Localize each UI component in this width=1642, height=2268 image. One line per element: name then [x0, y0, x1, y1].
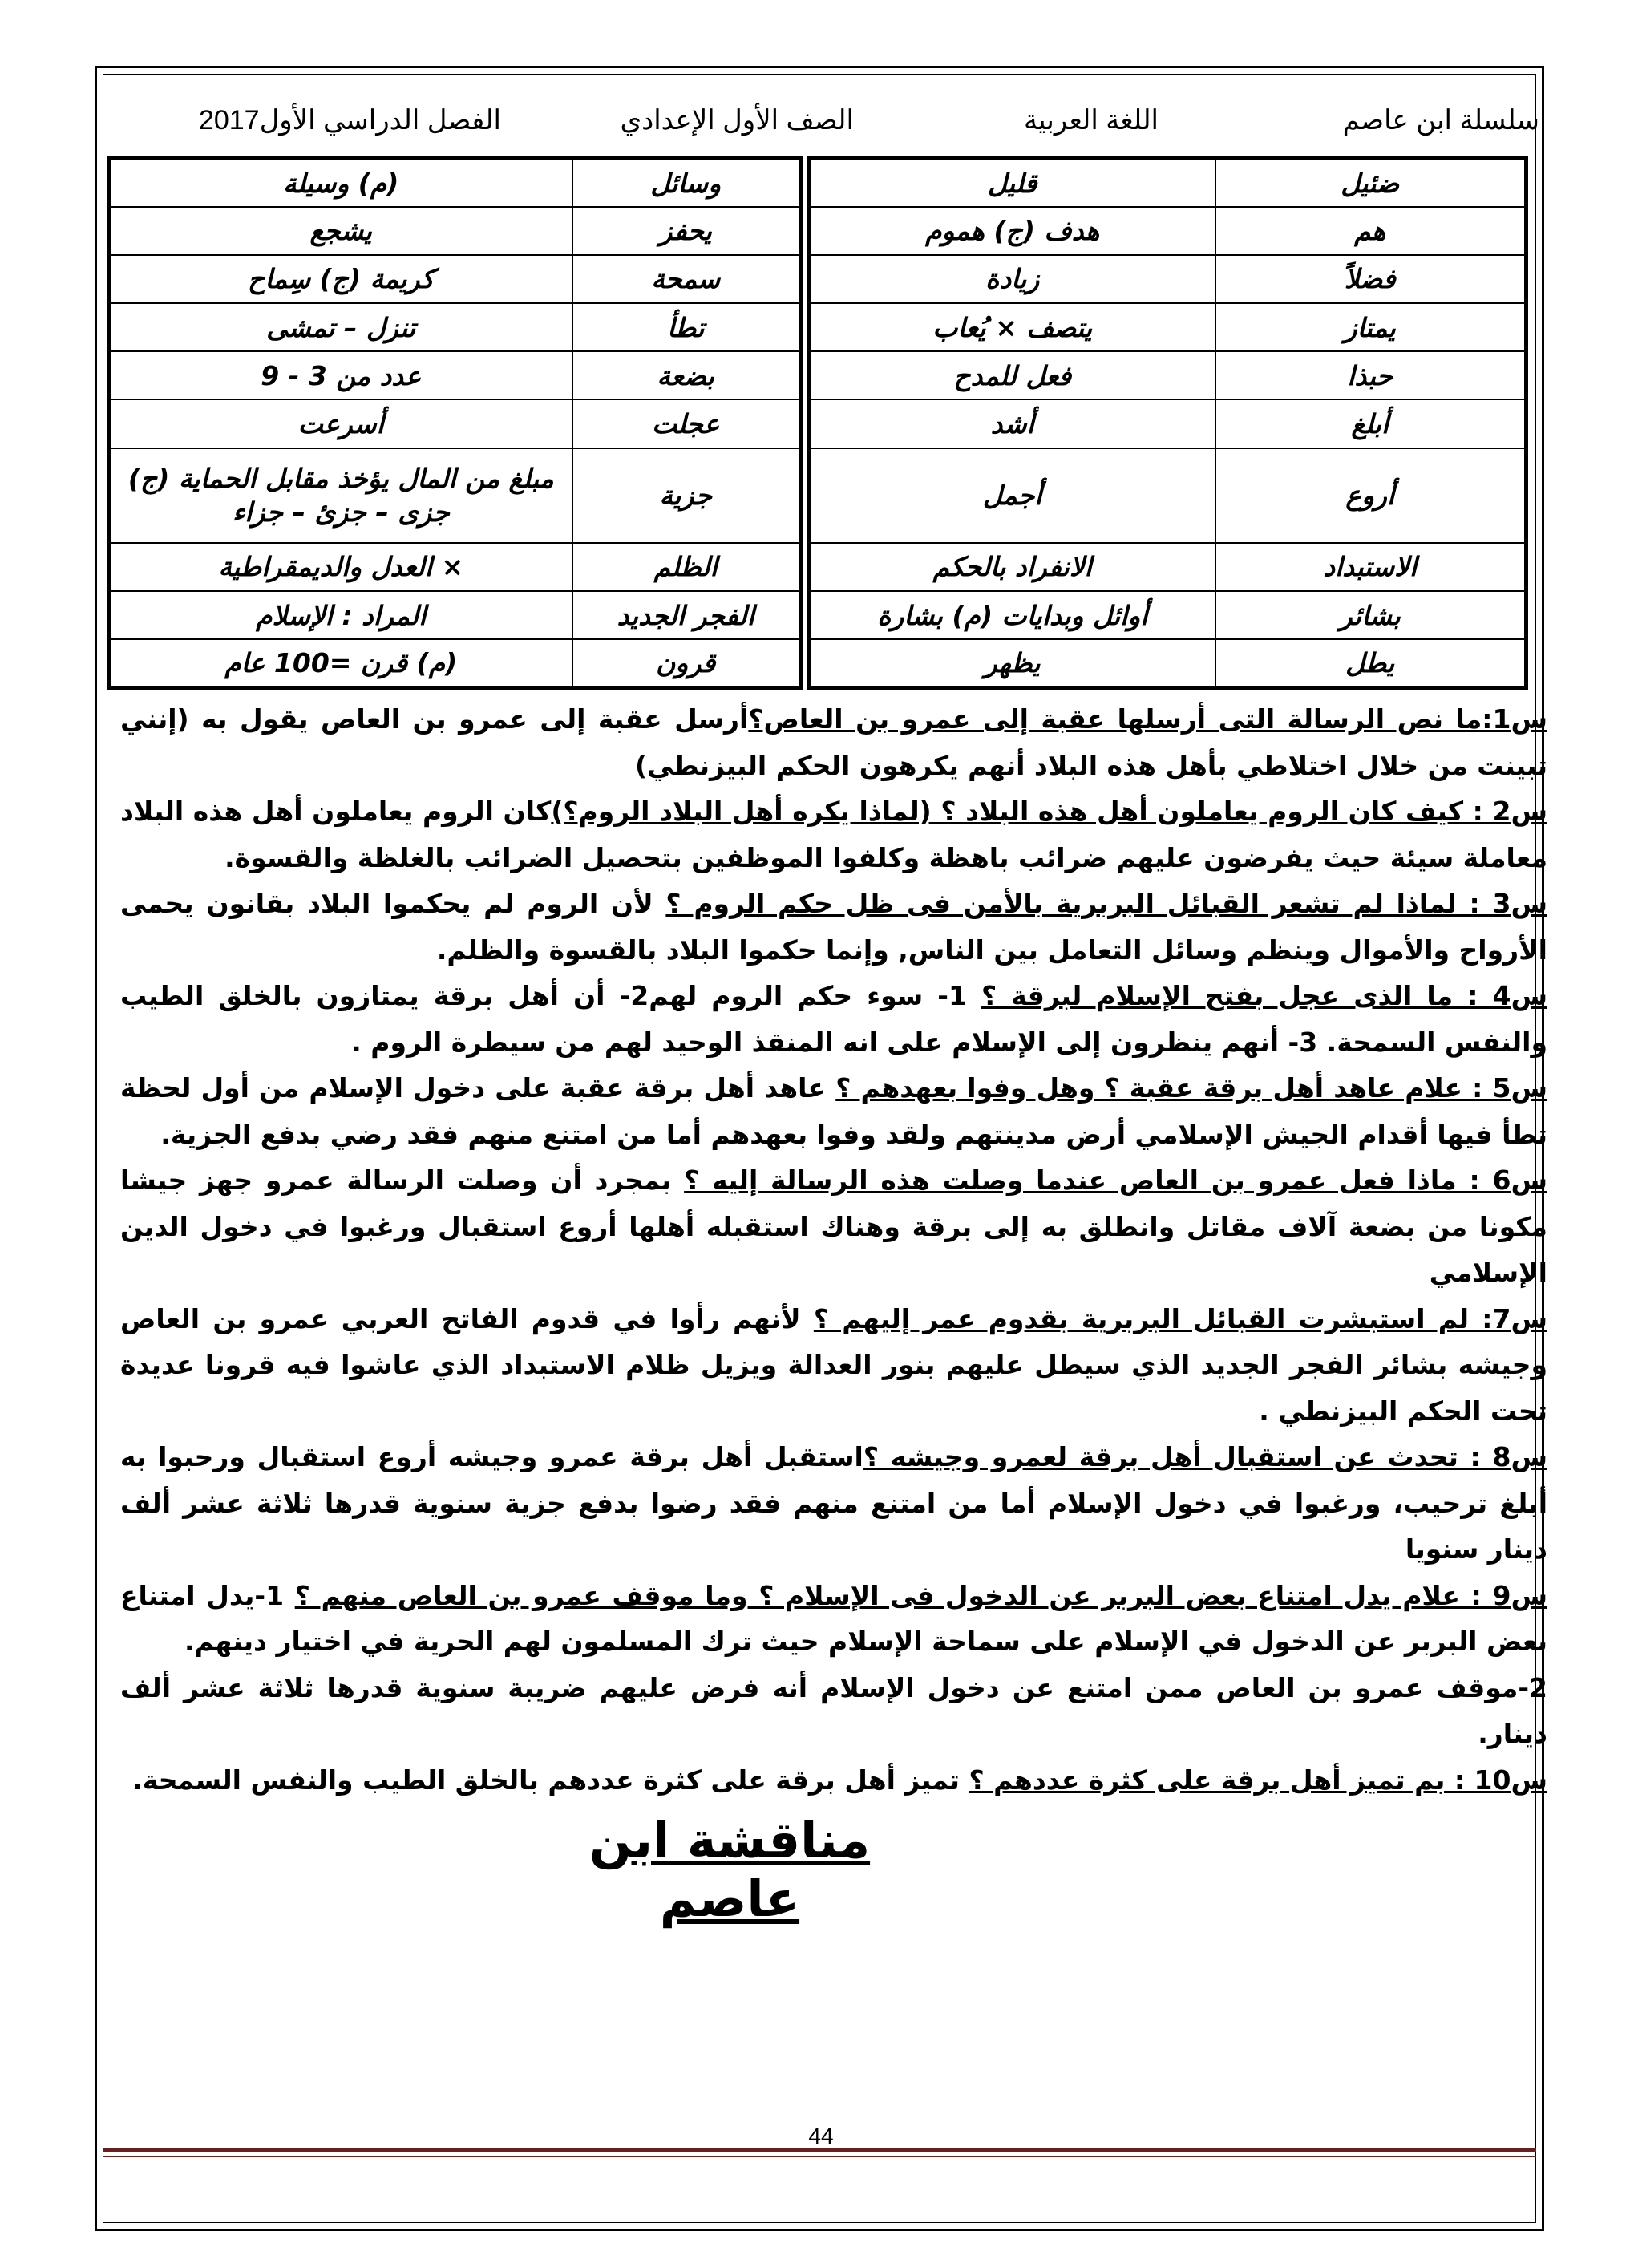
question-text: س1:ما نص الرسالة التى أرسلها عقبة إلى عمرو بن العاص؟: [748, 703, 1547, 735]
question-text: س2 : كيف كان الروم يعاملون أهل هذه البلاد ؟ (لماذا يكره أهل البلاد الروم؟): [551, 796, 1548, 827]
header-subject: اللغة العربية: [1023, 105, 1159, 136]
answer-text: كان الروم يعاملون أهل هذه البلاد معاملة سيئة حيث يفرضون عليهم ضرائب باهظة وكلفوا الموظفين بتحصيل الضرائب بالغلظة والقسوة.: [120, 796, 1547, 873]
question-text: س5 : علام عاهد أهل برقة عقبة ؟ وهل وفوا بعهدهم ؟: [835, 1072, 1548, 1104]
vocab-row: [809, 543, 1527, 591]
question-text: س8 : تحدث عن استقبال أهل برقة لعمرو وجيشه ؟: [863, 1441, 1547, 1472]
vocab-word: تطأ: [572, 303, 801, 351]
vocab-row: [109, 591, 801, 639]
vocab-word: وسائل: [572, 159, 801, 207]
vocab-word: هم: [1215, 207, 1527, 255]
answer-text: 1- سوء حكم الروم لهم2- أن أهل برقة يمتازون بالخلق الطيب والنفس السمحة. 3- أنهم ينظرون إلى الإسلام على انه المنقذ الوحيد لهم من سيطرة الروم .: [120, 980, 1547, 1058]
header-grade: الصف الأول الإعدادي: [620, 105, 854, 136]
vocab-row: [809, 639, 1527, 687]
vocab-word: بضعة: [572, 351, 801, 399]
vocab-word: الظلم: [572, 543, 801, 591]
vocab-row: [809, 591, 1527, 639]
qa-item-5: [120, 1065, 1547, 1157]
vocab-row: [109, 159, 801, 207]
vocab-word: ضئيل: [1215, 159, 1527, 207]
question-text: س9 : علام يدل امتناع بعض البربر عن الدخول فى الإسلام ؟ وما موقف عمرو بن العاص منهم ؟: [294, 1579, 1548, 1611]
question-text: س10 : بم تميز أهل برقة على كثرة عددهم ؟: [969, 1764, 1547, 1796]
vocab-row: [109, 399, 801, 448]
qa-item-10: [120, 1757, 1547, 1804]
vocabulary-tables: [111, 156, 1528, 690]
vocab-meaning: يظهر: [809, 639, 1215, 687]
vocab-word: سمحة: [572, 255, 801, 303]
vocab-meaning: يشجع: [109, 207, 572, 255]
vocab-word: أبلغ: [1215, 399, 1527, 448]
vocab-row: [109, 543, 801, 591]
vocab-row: [109, 448, 801, 543]
vocab-row: [109, 207, 801, 255]
vocab-meaning: أسرعت: [109, 399, 572, 448]
answer-text: 1-يدل امتناع بعض البربر عن الدخول في الإسلام على سماحة الإسلام حيث ترك المسلمون لهم الحرية في اختيار دينهم.: [120, 1579, 1547, 1657]
vocab-row: [809, 207, 1527, 255]
vocab-meaning: أوائل وبدايات (م) بشارة: [809, 591, 1215, 639]
vocab-meaning: (م) وسيلة: [109, 159, 572, 207]
vocab-word: يحفز: [572, 207, 801, 255]
vocab-row: [809, 303, 1527, 351]
vocab-word: بشائر: [1215, 591, 1527, 639]
vocab-word: فضلاً: [1215, 255, 1527, 303]
vocab-meaning: هدف (ج) هموم: [809, 207, 1215, 255]
qa-item-2: [120, 788, 1547, 881]
qa-item-3: [120, 881, 1547, 973]
vocab-meaning: تنزل – تمشى: [109, 303, 572, 351]
qa-item-8: [120, 1434, 1547, 1573]
vocab-meaning: أشد: [809, 399, 1215, 448]
qa-item-6: [120, 1157, 1547, 1296]
question-text: س3 : لماذا لم تشعر القبائل البربرية بالأمن فى ظل حكم الروم ؟: [665, 888, 1547, 919]
qa-item-7: [120, 1296, 1547, 1435]
vocab-row: [809, 399, 1527, 448]
vocab-word: يطل: [1215, 639, 1527, 687]
vocab-word: يمتاز: [1215, 303, 1527, 351]
answer-text: عاهد أهل برقة عقبة على دخول الإسلام من أول لحظة تطأ فيها أقدام الجيش الإسلامي أرض مدينتهم ولقد وفوا بعهدهم أما من امتنع منهم فقد رضي بدفع الجزية.: [120, 1072, 1547, 1150]
answer-text: بمجرد أن وصلت الرسالة عمرو جهز جيشا مكونا من بضعة آلاف مقاتل وانطلق به إلى برقة وهناك استقبله أهلها أروع استقبال ورغبوا في دخول الدين الإسلامي: [120, 1164, 1547, 1288]
vocab-word: جزية: [572, 448, 801, 543]
vocab-meaning: قليل: [809, 159, 1215, 207]
vocab-meaning: × العدل والديمقراطية: [109, 543, 572, 591]
vocab-table-left: [107, 156, 803, 690]
question-text: س6 : ماذا فعل عمرو بن العاص عندما وصلت هذه الرسالة إليه ؟: [684, 1164, 1547, 1196]
vocab-row: [809, 351, 1527, 399]
vocab-row: [109, 255, 801, 303]
vocab-meaning: كريمة (ج) سِماح: [109, 255, 572, 303]
qa-item-4: [120, 973, 1547, 1065]
vocab-meaning: زيادة: [809, 255, 1215, 303]
vocab-meaning: مبلغ من المال يؤخذ مقابل الحماية (ج) جزى – جزئ – جزاء: [109, 448, 572, 543]
qa-item-1: [120, 696, 1547, 788]
vocab-meaning: أجمل: [809, 448, 1215, 543]
vocab-meaning: عدد من 3 - 9: [109, 351, 572, 399]
qa-item-9-part-2: [120, 1665, 1547, 1757]
closing-title: مناقشة ابن عاصم: [588, 1811, 871, 1928]
questions-and-answers: [120, 696, 1547, 1803]
vocab-row: [809, 159, 1527, 207]
vocab-word: حبذا: [1215, 351, 1527, 399]
vocab-meaning: الانفراد بالحكم: [809, 543, 1215, 591]
answer-text: استقبل أهل برقة عمرو وجيشه أروع استقبال ورحبوا به أبلغ ترحيب، ورغبوا في دخول الإسلام أما من امتنع منهم فقد رضوا بدفع جزية سنوية قدرها ثلاثة عشر ألف دينار سنويا: [120, 1441, 1547, 1565]
vocab-row: [809, 255, 1527, 303]
vocab-row: [109, 351, 801, 399]
vocab-meaning: (م) قرن =100 عام: [109, 639, 572, 687]
header-series: سلسلة ابن عاصم: [1342, 105, 1539, 136]
vocab-word: الاستبداد: [1215, 543, 1527, 591]
page-number: 44: [808, 2124, 834, 2149]
question-text: س4 : ما الذى عجل بفتح الإسلام لبرقة ؟: [981, 980, 1547, 1011]
vocab-meaning: يتصف × يُعاب: [809, 303, 1215, 351]
footer-rule-thin: [103, 2156, 1536, 2157]
page-header: [128, 104, 1539, 144]
answer-text: أرسل عقبة إلى عمرو بن العاص يقول به (إنني تبينت من خلال اختلاطي بأهل هذه البلاد أنهم يكرهون الحكم البيزنطي): [120, 703, 1547, 781]
answer-text: لأن الروم لم يحكموا البلاد بقانون يحمى الأرواح والأموال وينظم وسائل التعامل بين الناس, وإنما حكموا البلاد بالقسوة والظلم.: [120, 888, 1547, 966]
answer-text: 2-موقف عمرو بن العاص ممن امتنع عن دخول الإسلام أنه فرض عليهم ضريبة سنوية قدرها ثلاثة عشر ألف دينار.: [120, 1671, 1547, 1749]
vocab-table-right: [807, 156, 1528, 690]
answer-text: لأنهم رأوا في قدوم الفاتح العربي عمرو بن العاص وجيشه بشائر الفجر الجديد الذي سيطل عليهم بنور العدالة ويزيل ظلام الاستبداد الذي عاشوا فيه قرونا عديدة تحت الحكم البيزنطي .: [120, 1302, 1547, 1427]
header-term: الفصل الدراسي الأول2017: [198, 105, 501, 136]
vocab-meaning: فعل للمدح: [809, 351, 1215, 399]
question-text: س7: لم استبشرت القبائل البربرية بقدوم عمر إليهم ؟: [813, 1302, 1547, 1334]
vocab-meaning: المراد : الإسلام: [109, 591, 572, 639]
vocab-row: [809, 448, 1527, 543]
qa-item-9: [120, 1573, 1547, 1665]
vocab-word: أروع: [1215, 448, 1527, 543]
vocab-row: [109, 639, 801, 687]
vocab-word: قرون: [572, 639, 801, 687]
vocab-word: الفجر الجديد: [572, 591, 801, 639]
vocab-row: [109, 303, 801, 351]
vocab-word: عجلت: [572, 399, 801, 448]
answer-text: تميز أهل برقة على كثرة عددهم بالخلق الطيب والنفس السمحة.: [132, 1764, 969, 1796]
